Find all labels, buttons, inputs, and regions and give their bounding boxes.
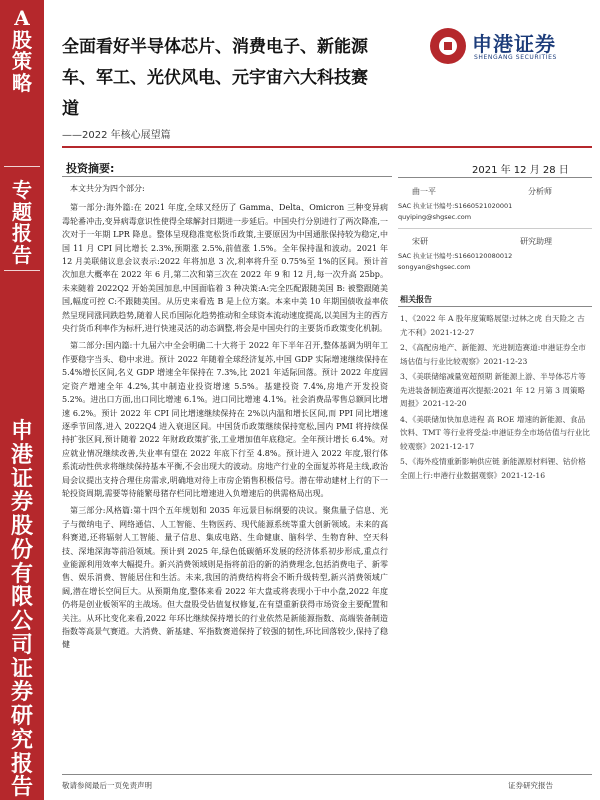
sidebar-divider	[4, 166, 40, 167]
author-divider	[398, 228, 592, 229]
summary-paragraph: 第三部分:风格篇:第十四个五年规划和 2035 年远景目标纲要的决议。聚焦量子信息、光子与微纳电子、网络通信、人工智能、生物医药、现代能源系统等重大创新领域。未来的高科赛道,还将辐射人工智能、量子信息、集成电路、生命健康、脑科学、生物育种、空天科技、深地深海等前沿领域。预计到 2025 年,绿色低碳循环发展的经济体系初步形成,重点行业能源利用效率大幅提升。新兴消费领域则是指将前沿的新的消费理念,包括消费电子、新零售、娱乐消费、智能居住和生活。未来,我国的消费结构将会不断升级转型,新兴消费领域广阔,潜在增长空间巨大。从预期角度,整体来看 2022 年大盘或将表现小于中小盘,2022 年度仍将是创业板领军的主战场。但大盘股受估值复权修复,在有望重新获得市场资金主要配置和关注。从环比变化来看,2022 年环比继续保持增长的行业依然是新能源指数、高端装备制造指数等高景气赛道。大消费、新基建、军指数赛道保持了较强的韧性,环比回落较少,保持了稳健	[62, 506, 388, 650]
sidebar-divider	[4, 270, 40, 271]
footer-rule	[62, 774, 592, 775]
author-role: 研究助理	[520, 237, 552, 246]
summary-body	[62, 182, 388, 656]
footer-disclaimer: 敬请参阅最后一页免责声明	[62, 781, 152, 790]
related-report-item[interactable]: 3、《美联储缩减量宽超预期 新能源上游、半导体芯片等先进装备制造赛道再次提振:2021 年 12 月第 3 周策略周报》2021-12-20	[400, 372, 586, 408]
related-report-item[interactable]: 1、《2022 年 A 股年度策略展望:过林之虎 自天险之 古尤不利》2021-12-27	[400, 314, 585, 337]
summary-heading: 投资摘要:	[66, 162, 115, 175]
report-subtitle: ——2022 年核心展望篇	[62, 130, 171, 141]
related-report-item[interactable]: 4、《美联储加快加息进程 高 ROE 增速的新能源、食品饮料、TMT 等行业将受益:申港证券全市场估值与行业比较观察》2021-12-17	[400, 414, 590, 451]
related-reports-list	[400, 312, 590, 484]
author-card	[398, 236, 592, 273]
footer-report-type: 证券研究报告	[508, 781, 553, 790]
author-cert: SAC 执业证书编号:S1660521020001	[398, 202, 513, 210]
logo-mark-icon	[430, 28, 466, 64]
summary-paragraph: 第一部分:海外篇:在 2021 年度,全球又经历了 Gamma、Delta、Omicron 三种变异病毒轮番冲击,变异病毒意识性使得全球解封日期进一步延后。中国央行分别进行了两次降准,一次对于一年期 LPR 降息。整体呈现稳准宽松货币政策,主要原因为中国通胀保持较为稳定,中国 11 月 CPI 同比增长 2.3%,预期涨 2.5%,前值涨 1.5%。全年保持温和波动。2021 年 12 月美联储议息会议表示:2022 年将加息 3 次,利率将升至 0.75%至 1%的区间。预计首次加息大概率在 2022 年 6 月,第二次和第三次在 2022 年 9 和 12 月,每一次升高 25bp。未来随着 2022Q2 开始美国加息,中国面临着 3 种决策:A:完全匹配跟随美国 B: 被整跟随美国,幅度可控 C:不跟随美国。从历史来看选 B 是上位方案。本来中美 10 年期国债收益率依然呈现同涨同跌趋势,随着人民币国际化趋势推动和全球资本流动速度提高,以美国为主的西方央行货币利率作为标杆,进行快速灵活的动态调整,将会是中国央行的主要货币政策变化机制。	[62, 203, 388, 334]
report-date: 2021 年 12 月 28 日	[472, 165, 569, 176]
author-name: 宋研	[412, 237, 428, 246]
author-cert: SAC 执业证书编号:S1660120080012	[398, 252, 513, 260]
author-email[interactable]: quyiping@shgsec.com	[398, 213, 472, 221]
logo-name-en: SHENGANG SECURITIES	[474, 54, 557, 61]
sidebar-banner	[0, 0, 44, 800]
logo-name-cn: 申港证券	[472, 32, 556, 56]
related-rule	[398, 306, 592, 307]
related-report-item[interactable]: 2、《高配房地产、新能源、光进制造赛道:申港证券全市场估值与行业比较观察》2021-12-23	[400, 343, 586, 366]
sidebar-company: 申 港 证 券 股 份 有 限 公 司 证 券 研 究 报 告	[10, 418, 33, 800]
author-email[interactable]: songyan@shgsec.com	[398, 263, 471, 271]
summary-paragraph: 第二部分:国内篇:十九届六中全会明确二十大将于 2022 年下半年召开,整体基调为明年工作要稳字当头、稳中求进。预计 2022 年随着全球经济复苏,中国 GDP 实际增速继续保持在 5.4%增长区间,名义 GDP 增速全年保持在 7.3%,比 2021 年适际回落。预计 2022 年度固定资产增速全年 4.2%,其中制造业投资增速 5.5%。基建投资 7.4%,房地产开发投资 5.2%。进出口方面,出口同比增速 6.1%。进口同比增速 4.1%。社会消费品零售总额同比增速 6.2%。预计 2022 年 CPI 同比增速继续保持在 2%以内温和增长区间,而 PPI 同比增速逐季节回落,进入 2022Q4 进入衰退区间。中国货币政策继续保持宽松,国内 PMI 将持续保持扩张区间,预计随着 2022 年财政政策扩张,工业增加值年底稳定。全年预计增长 6.4%。对应就业情况继续改善,失业率有望在 2022 年底下行至 4.8%。预计进入 2022 年度,银行体系流动性供求将继续保持基本平衡,不会出现大的波动。房地产行业的全面复苏将是主线,政治局会议提出支持合理住房需求,明确地对待上市房企销售积极信号。潜在带动建材上行的下一轮投资周期,需要等待能繁母猪存栏同比增速进入负增速后的供需格局出现。	[62, 341, 388, 498]
summary-intro: 本文共分为四个部分:	[70, 184, 145, 193]
company-logo	[430, 28, 590, 68]
author-card	[398, 186, 592, 223]
related-reports-heading: 相关报告	[400, 295, 432, 304]
header-rule	[62, 146, 592, 148]
author-role: 分析师	[528, 187, 552, 196]
author-name: 曲一平	[412, 187, 436, 196]
related-report-item[interactable]: 5、《海外疫情重新影响供应链 新能源原材料锂、钴价格全面上行:申港行业数据观察》2021-12-16	[400, 457, 586, 480]
report-title: 全面看好半导体芯片、消费电子、新能源车、军工、光伏风电、元宇宙六大科技赛道	[62, 37, 368, 119]
date-rule	[398, 177, 592, 178]
sidebar-report-type: 专 题 报 告	[12, 178, 32, 267]
sidebar-category: A 股 策 略	[12, 6, 32, 95]
summary-rule	[62, 176, 392, 177]
